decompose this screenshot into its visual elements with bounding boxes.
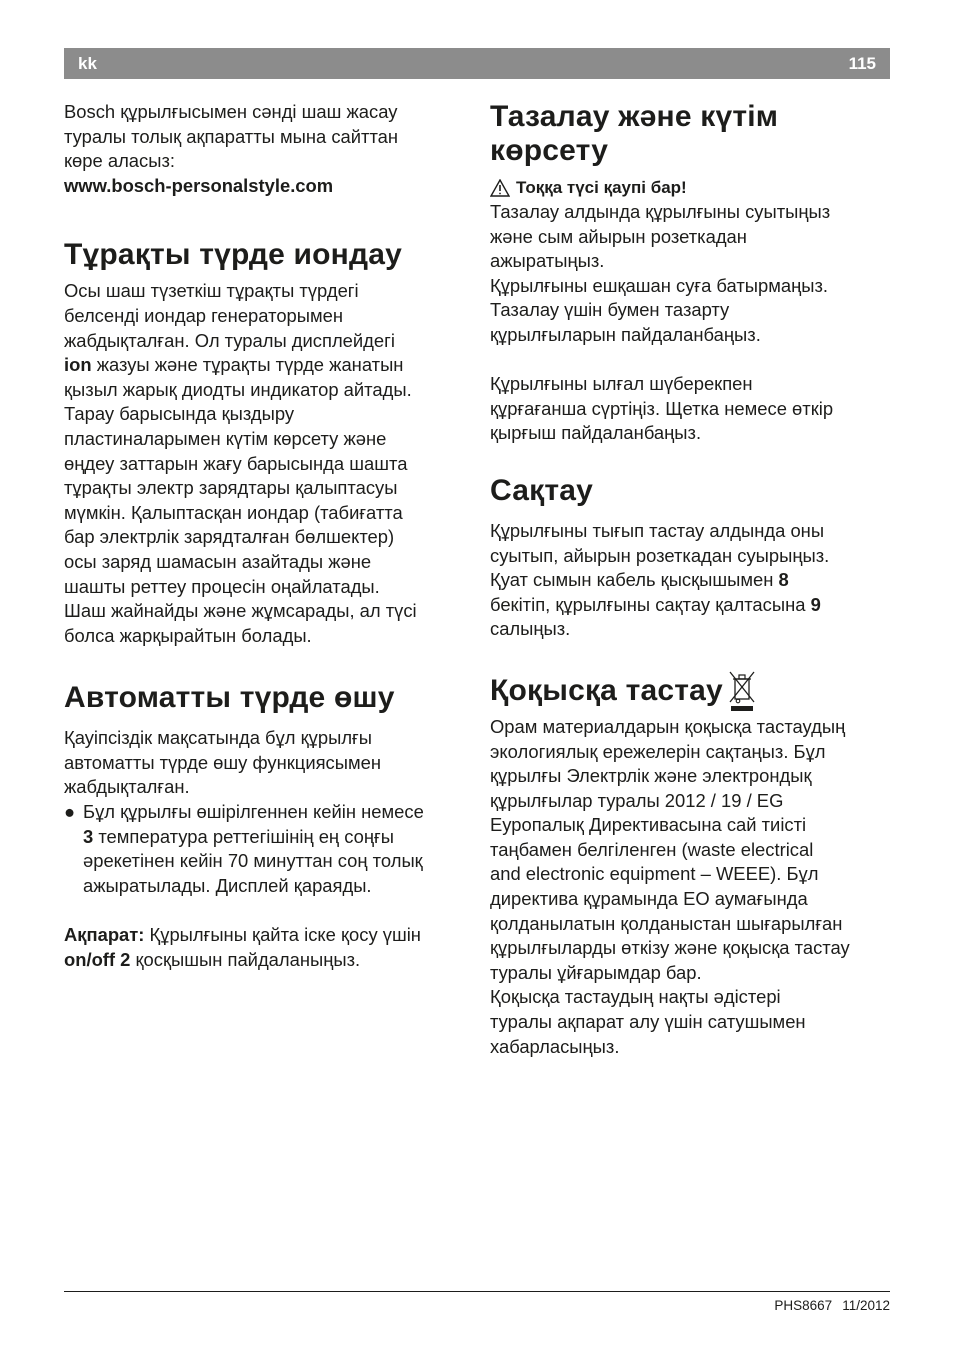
left-column [64,100,464,972]
disposal-heading [490,669,892,713]
body-line: Құрылғыны тығып тастау алдында оны [490,519,825,541]
body-line: құрылғыларды өткізу және қоқысқа тастау [490,937,850,959]
switch-reference: on/off 2 [64,948,131,970]
intro-section [64,100,464,198]
body-line [490,593,892,618]
info-note [64,923,464,972]
cleaning-title-line: көрсету [490,134,609,167]
body-line: тұрақты электр зарядтары қалыптасуы [64,477,398,499]
body-text: Құрылғыны қайта іске қосу үшін [144,924,421,946]
storage-body [490,519,892,642]
body-text: Қуат сымын кабель қысқышымен [490,569,779,591]
storage-title: Сақтау [490,473,593,507]
body-text: температура реттегішінің ең соңғы [93,825,394,847]
body-line: жабдықталған. [64,776,190,798]
body-line: шашты реттеу процесін оңайлатады. [64,575,380,597]
body-line: хабарласыңыз. [490,1035,620,1057]
body-line: қызыл жарық диодты индикатор айтады. [64,378,412,400]
body-line: туралы ақпарат алу үшін сатушымен [490,1011,806,1033]
body-line: and electronic equipment – WEEE). Бұл [490,863,819,885]
body-line: Тазалау үшін бумен тазарту [490,299,730,321]
ion-term: ion [64,354,92,376]
body-line: автоматты түрде өшу функциясымен [64,751,381,773]
body-line: болса жарқырайтын болады. [64,624,312,646]
body-text: бекітіп, құрылғыны сақтау қалтасына [490,593,811,615]
body-line: құрғағанша сүртіңіз. Щетка немесе өткір [490,397,834,419]
model-number: PHS8667 [774,1298,833,1313]
body-line: туралы ұйғарымдар бар. [490,961,702,983]
body-line: Еуропалық Директивасына сай тиісті [490,814,807,836]
body-text: қосқышын пайдаланыңыз. [130,948,361,970]
warning-text: Тоққа түсі қаупі бар! [516,178,687,197]
body-line: осы заряд шамасын азайтады және [64,550,372,572]
intro-line: көре аласыз: [64,150,175,172]
header-bar [64,48,890,79]
body-line: қырғыш пайдаланбаңыз. [490,422,702,444]
cleaning-body [490,200,892,446]
warning-line [490,176,892,200]
body-line: әрекетінен кейін 70 минуттан соң толық [83,850,423,872]
body-line: құрылғылар туралы 2012 / 19 / EG [490,789,784,811]
page-number: 115 [848,54,876,73]
body-line: өңдеу заттарын жағу барысында шашта [64,452,408,474]
intro-line: туралы толық ақпаратты мына сайттан [64,125,399,147]
website-url: www.bosch-personalstyle.com [64,174,334,196]
right-column [490,100,892,1059]
body-line: және сым айырын розеткадан [490,225,747,247]
body-line: Орам материалдарын қоқысқа тастаудың [490,715,846,737]
body-line: экологиялық ережелерін сақтаңыз. Бұл [490,740,826,762]
intro-line: Bosch құрылғысымен сәнді шаш жасау [64,101,398,122]
ionizing-body [64,279,464,648]
info-label: Ақпарат: [64,924,145,946]
body-line [83,825,464,850]
part-number: 3 [83,825,94,847]
body-line: Тазалау алдында құрылғыны суытыңыз [490,201,831,222]
print-date: 11/2012 [842,1298,890,1313]
body-line: белсенді иондар генераторымен [64,304,344,326]
body-line: Құрылғыны ылғал шүберекпен [490,373,753,395]
body-text: жазуы және тұрақты түрде жанатын [91,354,404,376]
body-line: Осы шаш түзеткіш тұрақты түрдегі [64,280,359,302]
body-line: Шаш жайнайды және жұмсарады, ал түсі [64,600,417,622]
bullet-item [64,800,464,898]
body-line: пластиналарымен күтім көрсету және [64,427,387,449]
body-line: құрылғы Электрлік және электрондық [490,765,812,787]
body-line: Қауіпсіздік мақсатында бұл құрылғы [64,727,372,749]
part-number: 9 [810,593,821,615]
autooff-body [64,726,464,972]
footer-divider [64,1291,890,1292]
body-line: бар электрлік зарядталған бөлшектер) [64,526,395,548]
body-line: Тарау барысында қыздыру [64,403,295,425]
disposal-title: Қоқысқа тастау [490,673,723,707]
weee-crossed-bin-icon [727,669,757,713]
autooff-title: Автоматты түрде өшу [64,681,395,715]
body-line: ажыратылады. Дисплей қараяды. [83,874,372,896]
body-line: қолданылатын қолданыстан шығарылған [490,912,843,934]
part-number: 8 [778,569,789,591]
body-line [64,923,464,948]
bullet-marker: ● [64,801,76,823]
body-line [64,353,464,378]
cleaning-title-line: Тазалау және күтім [490,100,779,133]
language-code: kk [78,54,97,73]
body-line: жабдықталған. Ол туралы дисплейдегі [64,329,395,351]
body-line: салыңыз. [490,618,571,640]
warning-triangle-icon [490,179,510,197]
body-line: Құрылғыны ешқашан суға батырмаңыз. [490,274,829,296]
body-line: таңбамен белгіленген (waste electrical [490,838,814,860]
body-line: ажыратыңыз. [490,250,605,272]
disposal-body [490,715,892,1059]
body-line: суытып, айырын розеткадан суырыңыз. [490,544,830,566]
footer [774,1298,890,1313]
cleaning-body-2 [490,372,892,446]
body-line: мүмкін. Қалыптасқан иондар (табиғатта [64,501,403,523]
body-line [490,568,892,593]
body-line [64,948,464,973]
body-line: құрылғыларын пайдаланбаңыз. [490,323,761,345]
body-line: Бұл құрылғы өшірілгеннен кейін немесе [83,801,424,823]
body-line: Қоқысқа тастаудың нақты әдістері [490,986,781,1008]
body-line: директива құрамында ЕО аумағында [490,888,808,910]
ionizing-title: Тұрақты түрде иондау [64,238,402,272]
